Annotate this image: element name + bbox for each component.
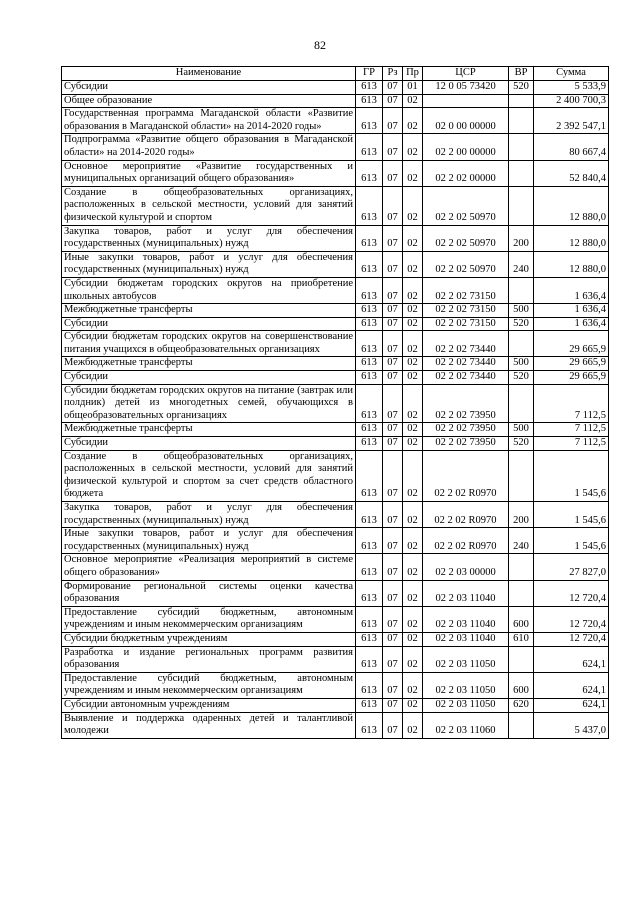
cell-name: Субсидии [62,371,356,385]
cell-gr: 613 [356,698,383,712]
cell-gr: 613 [356,437,383,451]
cell-vr: 520 [509,371,534,385]
table-row [62,357,609,371]
cell-gr: 613 [356,632,383,646]
cell-sum: 1 545,6 [534,502,609,528]
cell-sum: 1 545,6 [534,528,609,554]
cell-vr [509,580,534,606]
cell-csr: 02 2 02 00000 [423,160,509,186]
cell-gr: 613 [356,712,383,738]
cell-rz: 07 [383,606,403,632]
table-row [62,277,609,303]
cell-sum: 7 112,5 [534,384,609,423]
cell-vr [509,554,534,580]
cell-csr: 02 2 03 00000 [423,554,509,580]
cell-vr [509,160,534,186]
cell-name: Закупка товаров, работ и услуг для обеспечения государственных (муниципальных) нужд [62,225,356,251]
cell-gr: 613 [356,357,383,371]
cell-gr: 613 [356,225,383,251]
table-row [62,437,609,451]
cell-vr [509,331,534,357]
cell-vr: 240 [509,528,534,554]
cell-name: Основное мероприятие «Развитие государственных и муниципальных организаций общего образования» [62,160,356,186]
cell-pr: 02 [403,554,423,580]
header-rz: Рз [383,67,403,81]
cell-rz: 07 [383,554,403,580]
cell-rz: 07 [383,251,403,277]
cell-csr: 02 2 03 11050 [423,646,509,672]
cell-pr: 02 [403,251,423,277]
cell-rz: 07 [383,317,403,331]
cell-pr: 02 [403,331,423,357]
cell-sum: 624,1 [534,698,609,712]
cell-csr: 02 2 03 11060 [423,712,509,738]
cell-name: Государственная программа Магаданской области «Развитие образования в Магаданской области» на 2014-2020 годы» [62,108,356,134]
cell-vr [509,108,534,134]
cell-pr: 02 [403,712,423,738]
table-row [62,304,609,318]
cell-vr: 200 [509,502,534,528]
cell-sum: 12 720,4 [534,606,609,632]
table-row [62,108,609,134]
cell-vr [509,384,534,423]
cell-pr: 02 [403,437,423,451]
cell-pr: 01 [403,81,423,95]
cell-rz: 07 [383,186,403,225]
cell-vr [509,94,534,108]
cell-pr: 02 [403,423,423,437]
cell-sum: 12 880,0 [534,186,609,225]
cell-csr: 02 2 03 11040 [423,632,509,646]
budget-table [61,66,609,739]
cell-gr: 613 [356,606,383,632]
cell-vr: 500 [509,423,534,437]
cell-csr: 02 2 02 50970 [423,225,509,251]
table-row [62,423,609,437]
cell-rz: 07 [383,528,403,554]
cell-sum: 5 533,9 [534,81,609,95]
cell-gr: 613 [356,646,383,672]
cell-csr: 02 2 02 R0970 [423,528,509,554]
cell-gr: 613 [356,423,383,437]
cell-vr [509,712,534,738]
cell-pr: 02 [403,672,423,698]
cell-sum: 52 840,4 [534,160,609,186]
cell-name: Предоставление субсидий бюджетным, автономным учреждениям и иным некоммерческим организациям [62,672,356,698]
cell-name: Межбюджетные трансферты [62,423,356,437]
cell-csr: 02 2 02 R0970 [423,502,509,528]
cell-vr: 500 [509,357,534,371]
cell-gr: 613 [356,672,383,698]
cell-pr: 02 [403,698,423,712]
cell-csr: 02 2 02 50970 [423,186,509,225]
cell-name: Субсидии бюджетам городских округов на питание (завтрак или полдник) детей из многодетных семей, обучающихся в общеобразовательных организациях [62,384,356,423]
cell-pr: 02 [403,225,423,251]
cell-sum: 29 665,9 [534,371,609,385]
cell-csr: 12 0 05 73420 [423,81,509,95]
cell-sum: 1 636,4 [534,304,609,318]
cell-name: Общее образование [62,94,356,108]
cell-gr: 613 [356,502,383,528]
cell-sum: 2 400 700,3 [534,94,609,108]
cell-csr: 02 2 02 73950 [423,437,509,451]
cell-gr: 613 [356,528,383,554]
cell-rz: 07 [383,225,403,251]
cell-sum: 27 827,0 [534,554,609,580]
table-row [62,580,609,606]
table-row [62,81,609,95]
cell-name: Иные закупки товаров, работ и услуг для обеспечения государственных (муниципальных) нужд [62,251,356,277]
table-row [62,698,609,712]
cell-vr: 500 [509,304,534,318]
cell-gr: 613 [356,554,383,580]
table-row [62,331,609,357]
table-row [62,502,609,528]
cell-gr: 613 [356,251,383,277]
cell-rz: 07 [383,331,403,357]
cell-rz: 07 [383,646,403,672]
header-name: Наименование [62,67,356,81]
cell-rz: 07 [383,357,403,371]
cell-csr: 02 2 02 R0970 [423,450,509,501]
cell-rz: 07 [383,632,403,646]
cell-sum: 80 667,4 [534,134,609,160]
cell-sum: 7 112,5 [534,423,609,437]
cell-sum: 1 636,4 [534,277,609,303]
cell-pr: 02 [403,371,423,385]
table-row [62,712,609,738]
cell-name: Межбюджетные трансферты [62,357,356,371]
table-row [62,528,609,554]
table-row [62,186,609,225]
cell-rz: 07 [383,304,403,318]
header-pr: Пр [403,67,423,81]
cell-vr: 610 [509,632,534,646]
cell-vr: 520 [509,317,534,331]
cell-rz: 07 [383,672,403,698]
cell-gr: 613 [356,108,383,134]
cell-sum: 2 392 547,1 [534,108,609,134]
cell-pr: 02 [403,317,423,331]
cell-name: Субсидии [62,317,356,331]
cell-pr: 02 [403,304,423,318]
cell-pr: 02 [403,384,423,423]
cell-name: Иные закупки товаров, работ и услуг для обеспечения государственных (муниципальных) нужд [62,528,356,554]
cell-pr: 02 [403,94,423,108]
cell-vr [509,134,534,160]
cell-sum: 624,1 [534,672,609,698]
cell-pr: 02 [403,502,423,528]
cell-csr: 02 2 03 11040 [423,606,509,632]
cell-vr: 200 [509,225,534,251]
cell-sum: 5 437,0 [534,712,609,738]
cell-gr: 613 [356,384,383,423]
cell-sum: 12 720,4 [534,580,609,606]
cell-rz: 07 [383,712,403,738]
cell-csr: 02 2 02 50970 [423,251,509,277]
cell-gr: 613 [356,81,383,95]
cell-pr: 02 [403,186,423,225]
table-row [62,672,609,698]
cell-gr: 613 [356,371,383,385]
cell-csr: 02 2 02 73950 [423,423,509,437]
cell-sum: 29 665,9 [534,331,609,357]
table-row [62,384,609,423]
cell-gr: 613 [356,331,383,357]
cell-sum: 624,1 [534,646,609,672]
cell-rz: 07 [383,94,403,108]
cell-gr: 613 [356,134,383,160]
cell-pr: 02 [403,277,423,303]
cell-csr: 02 2 00 00000 [423,134,509,160]
cell-vr [509,646,534,672]
cell-pr: 02 [403,450,423,501]
cell-pr: 02 [403,357,423,371]
cell-csr: 02 2 02 73440 [423,331,509,357]
cell-csr: 02 2 03 11040 [423,580,509,606]
cell-vr: 240 [509,251,534,277]
cell-csr: 02 2 02 73440 [423,371,509,385]
cell-name: Основное мероприятие «Реализация мероприятий в системе общего образования» [62,554,356,580]
table-row [62,450,609,501]
cell-pr: 02 [403,528,423,554]
cell-name: Разработка и издание региональных программ развития образования [62,646,356,672]
cell-rz: 07 [383,502,403,528]
cell-csr [423,94,509,108]
cell-name: Межбюджетные трансферты [62,304,356,318]
table-header-row [62,67,609,81]
cell-name: Предоставление субсидий бюджетным, автономным учреждениям и иным некоммерческим организациям [62,606,356,632]
cell-csr: 02 2 02 73150 [423,317,509,331]
cell-gr: 613 [356,160,383,186]
cell-vr [509,186,534,225]
cell-name: Субсидии бюджетам городских округов на приобретение школьных автобусов [62,277,356,303]
cell-rz: 07 [383,371,403,385]
cell-rz: 07 [383,277,403,303]
page-number: 82 [314,38,326,52]
cell-sum: 1 636,4 [534,317,609,331]
cell-pr: 02 [403,108,423,134]
cell-gr: 613 [356,317,383,331]
cell-pr: 02 [403,580,423,606]
table-row [62,646,609,672]
table-row [62,225,609,251]
cell-csr: 02 2 02 73440 [423,357,509,371]
cell-name: Субсидии [62,81,356,95]
cell-gr: 613 [356,304,383,318]
table-row [62,632,609,646]
cell-csr: 02 2 03 11050 [423,698,509,712]
cell-sum: 12 880,0 [534,251,609,277]
table-row [62,371,609,385]
table-row [62,251,609,277]
table-row [62,554,609,580]
cell-name: Субсидии автономным учреждениям [62,698,356,712]
table-body [62,81,609,739]
cell-gr: 613 [356,277,383,303]
cell-vr: 600 [509,606,534,632]
cell-vr [509,450,534,501]
table-row [62,317,609,331]
cell-name: Создание в общеобразовательных организациях, расположенных в сельской местности, условий для занятий физической культурой и спортом [62,186,356,225]
cell-csr: 02 2 02 73150 [423,277,509,303]
cell-vr: 520 [509,81,534,95]
cell-rz: 07 [383,81,403,95]
header-gr: ГР [356,67,383,81]
table-row [62,134,609,160]
cell-pr: 02 [403,606,423,632]
table-row [62,160,609,186]
header-vr: ВР [509,67,534,81]
cell-rz: 07 [383,160,403,186]
cell-csr: 02 2 03 11050 [423,672,509,698]
cell-name: Субсидии [62,437,356,451]
table-row [62,94,609,108]
cell-name: Закупка товаров, работ и услуг для обеспечения государственных (муниципальных) нужд [62,502,356,528]
cell-rz: 07 [383,423,403,437]
cell-gr: 613 [356,580,383,606]
cell-sum: 12 880,0 [534,225,609,251]
cell-sum: 7 112,5 [534,437,609,451]
table-row [62,606,609,632]
cell-vr: 620 [509,698,534,712]
cell-gr: 613 [356,450,383,501]
cell-rz: 07 [383,450,403,501]
cell-csr: 02 2 02 73150 [423,304,509,318]
cell-csr: 02 2 02 73950 [423,384,509,423]
cell-sum: 12 720,4 [534,632,609,646]
cell-name: Субсидии бюджетным учреждениям [62,632,356,646]
cell-sum: 29 665,9 [534,357,609,371]
cell-name: Подпрограмма «Развитие общего образования в Магаданской области» на 2014-2020 годы» [62,134,356,160]
header-sum: Сумма [534,67,609,81]
cell-name: Выявление и поддержка одаренных детей и талантливой молодежи [62,712,356,738]
cell-pr: 02 [403,646,423,672]
cell-rz: 07 [383,580,403,606]
cell-gr: 613 [356,186,383,225]
cell-name: Субсидии бюджетам городских округов на совершенствование питания учащихся в общеобразовательных организациях [62,331,356,357]
cell-rz: 07 [383,437,403,451]
cell-csr: 02 0 00 00000 [423,108,509,134]
header-csr: ЦСР [423,67,509,81]
cell-rz: 07 [383,134,403,160]
cell-name: Формирование региональной системы оценки качества образования [62,580,356,606]
cell-vr: 520 [509,437,534,451]
cell-sum: 1 545,6 [534,450,609,501]
cell-pr: 02 [403,632,423,646]
cell-gr: 613 [356,94,383,108]
cell-rz: 07 [383,108,403,134]
cell-pr: 02 [403,134,423,160]
cell-rz: 07 [383,698,403,712]
cell-vr [509,277,534,303]
cell-name: Создание в общеобразовательных организациях, расположенных в сельской местности, условий для занятий физической культурой и спортом за счет средств областного бюджета [62,450,356,501]
cell-pr: 02 [403,160,423,186]
cell-vr: 600 [509,672,534,698]
cell-rz: 07 [383,384,403,423]
